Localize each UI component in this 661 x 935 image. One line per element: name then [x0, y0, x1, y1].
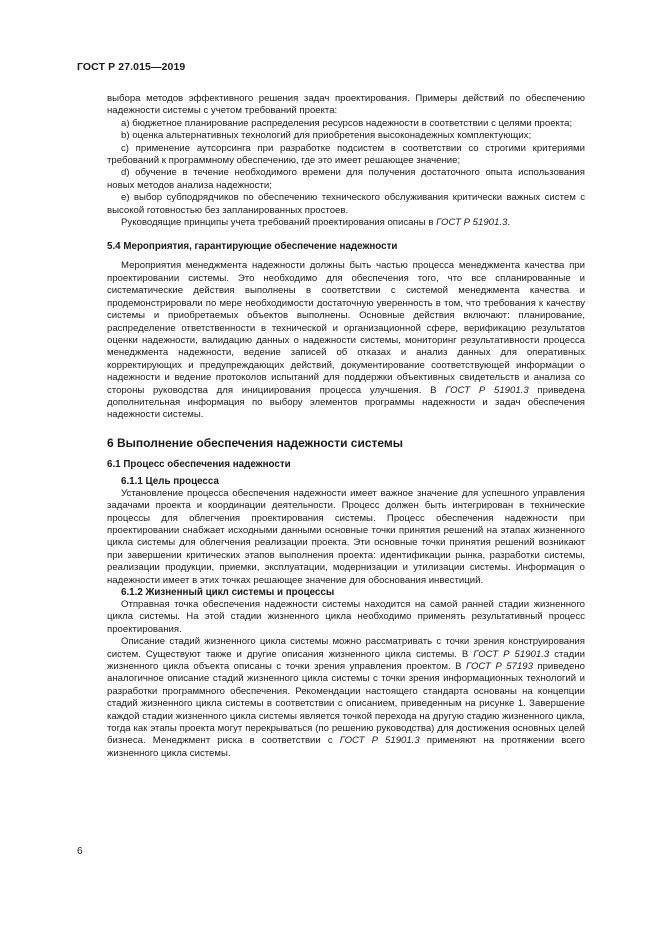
section-5-4-text-end: приведена дополнительная информация по выбору элементов программы надежности и задач обеспечения надежности системы. — [107, 384, 585, 421]
section-5-4-heading: 5.4 Мероприятия, гарантирующие обеспечение надежности — [107, 241, 398, 253]
standard-reference: ГОСТ Р 51901.3 — [339, 735, 420, 747]
section-6-1-1-body: Установление процесса обеспечения надежности имеет важное значение для успешного управления задачами проекта и координации деятельности. Процесс должен быть интегрирован в технические процессы для облегчения проектирования системы. Процесс обеспечения надежности при проектировании снабжает исходными данными основные точки принятия решений на этапах жизненного цикла системы для облегчения реализации проекта. Эти основные точки принятия решений возникают при завершении критических этапов выполнения проекта: идентификации рынка, разработки системы, реализации продукции, приемки, эксплуатации, модернизации и утилизации системы. Информация о надежности имеет в этих точках решающее значение для обоснования инвестиций. — [107, 487, 585, 586]
section-5-4-text: Мероприятия менеджмента надежности должны быть частью процесса менеджмента качества при проектировании системы. Это необходимо для обеспечения того, что все спланированные и систематические действия выполнены в соответствии с системой менеджмента качества и продемонстрировали по мере необходимости достаточную уверенность в том, что требования к качеству системы и приобретаемых объектов выполнены. Основные действия включают: планирование, распределение ответственности в технической и организационной сфере, верификацию результатов оценки надежности, валидацию данных о надежности системы, мониторинг результативности процесса менеджмента надежности, ведение записей об отказах и анализ данных для оперативных корректирующих и предупреждающих действий, документирование соответствующей информации о надежности и ведение протоколов испытаний для поддержки объективных свидетельств и анализа со стороны руководства для инициирования процесса улучшения. В — [107, 260, 585, 396]
para2-text-a: Описание стадий жизненного цикла системы можно рассматривать с точки зрения конструирования систем. Существуют также и другие описания жизненного цикла системы. В — [107, 636, 585, 660]
standard-reference: ГОСТ Р 57193 — [466, 661, 533, 673]
section-5-4-body — [107, 260, 585, 421]
list-item-e: e) выбор субподрядчиков по обеспечению технического обслуживания критически важных систем с высокой готовностью без запланированных простоев. — [107, 192, 585, 216]
list-item-d: d) обучение в течение необходимого времени для получения достаточного опыта использования новых методов анализа надежности; — [107, 167, 585, 191]
list-item-b: b) оценка альтернативных технологий для приобретения высоконадежных комплектующих; — [121, 130, 532, 142]
section-6-1-2-heading: 6.1.2 Жизненный цикл системы и процессы — [121, 587, 335, 598]
section-6-1-heading: 6.1 Процесс обеспечения надежности — [107, 458, 291, 470]
standard-reference: ГОСТ Р 51901.3 — [473, 648, 550, 660]
document-header: ГОСТ Р 27.015—2019 — [77, 61, 186, 73]
guidelines-paragraph — [107, 217, 585, 229]
guidelines-text: Руководящие принципы учета требований проектирования описаны в — [121, 217, 437, 229]
section-6-heading: 6 Выполнение обеспечения надежности системы — [107, 435, 404, 450]
standard-reference: ГОСТ Р 51901.3 — [445, 384, 529, 396]
guidelines-end: . — [507, 217, 511, 229]
intro-paragraph: выбора методов эффективного решения задач проектирования. Примеры действий по обеспечению надежности системы с учетом требований проекта: — [107, 93, 585, 117]
section-6-1-2-para2 — [107, 636, 585, 760]
list-item-c: c) применение аутсорсинга при разработке подсистем в соответствии со строгими критериями требований к программному обеспечению, где это имеет решающее значение; — [107, 142, 585, 167]
page-number: 6 — [77, 846, 83, 857]
standard-reference: ГОСТ Р 51901.3 — [436, 217, 508, 229]
section-6-1-1-heading: 6.1.1 Цель процесса — [121, 475, 219, 487]
para2-text-b: стадии жизненного цикла объекта описаны с точки зрения управления проектом. В — [107, 648, 585, 673]
para2-text-c: приведено аналогичное описание стадий жизненного цикла системы с точки зрения информационных технологий и разработки программного обеспечения. Рекомендации настоящего стандарта основаны на концепции стадий жизненного цикла системы в соответствии с описанием, приведенным на рисунке 1. Завершение каждой стадии жизненного цикла системы является точкой перехода на другую стадию жизненного цикла, тогда как этапы проекта могут перекрываться (по решению руководства) для достижения основных целей бизнеса. Менеджмент риска в соответствии с — [107, 661, 585, 747]
section-6-1-2-para1: Отправная точка обеспечения надежности системы находится на самой ранней стадии жизненного цикла системы. На этой стадии жизненного цикла необходимо применять результативный процесс проектирования. — [107, 599, 585, 635]
page-content — [107, 93, 585, 760]
para2-text-d: применяют на протяжении всего жизненного цикла системы. — [107, 735, 585, 759]
list-item-a: а) бюджетное планирование распределения ресурсов надежности в соответствии с целями проекта; — [121, 117, 573, 129]
